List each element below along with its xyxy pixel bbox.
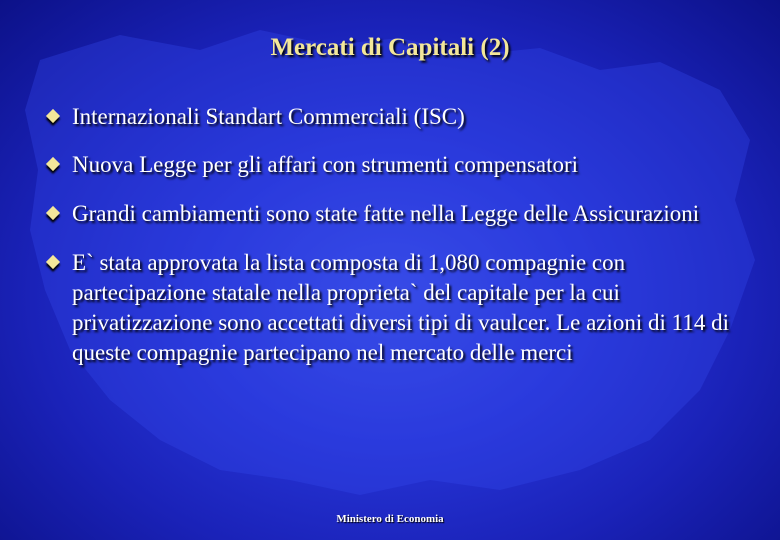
bullet-text: Nuova Legge per gli affari con strumenti compensatori — [72, 152, 579, 177]
bullet-text: E` stata approvata la lista composta di 1,080 compagnie con partecipazione statale nella proprieta` del capitale per la cui privatizzazione sono accettati diversi tipi di vaulcer. Le azioni di 114 di queste compagnie partecipano nel mercato delle merci — [72, 250, 729, 365]
diamond-bullet-icon — [46, 109, 60, 123]
diamond-bullet-icon — [46, 255, 60, 269]
footer-text: Ministero di Economia — [336, 513, 444, 525]
slide-title: Mercati di Capitali (2) — [270, 34, 510, 61]
bullet-item — [46, 150, 758, 180]
bullet-item — [46, 102, 758, 132]
diamond-bullet-icon — [46, 157, 60, 171]
bullet-item — [46, 199, 758, 229]
bullet-list — [46, 102, 758, 368]
bullet-item — [46, 248, 758, 368]
diamond-bullet-icon — [46, 206, 60, 220]
bullet-text: Internazionali Standart Commerciali (ISC) — [72, 104, 465, 129]
bullet-text: Grandi cambiamenti sono state fatte nella Legge delle Assicurazioni — [72, 201, 700, 226]
